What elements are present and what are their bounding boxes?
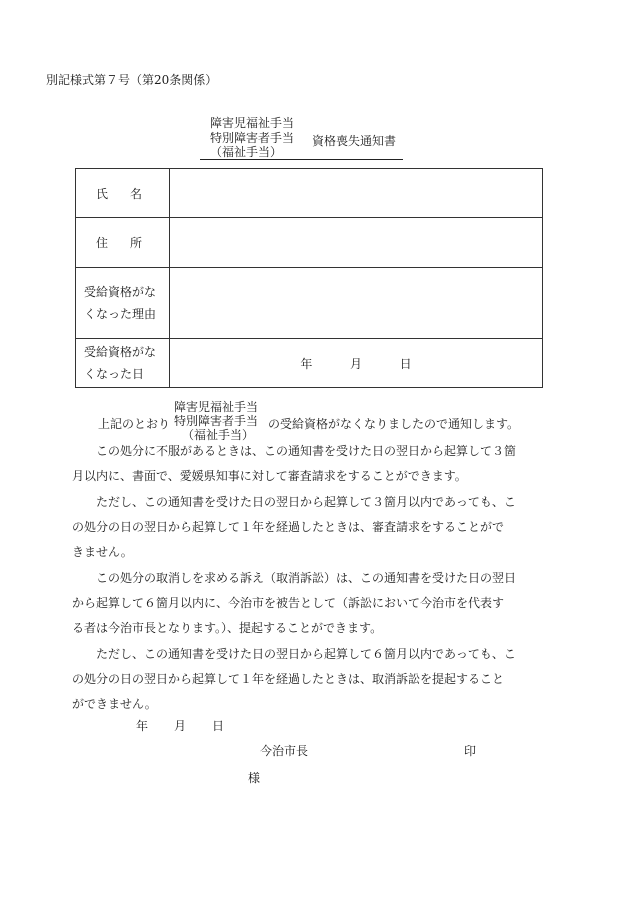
- p4-line-2: の処分の日の翌日から起算して１年を経過したときは、取消訴訟を提起すること: [72, 672, 505, 686]
- p3-line-2: から起算して６箇月以内に、今治市を被告として（訴訟において今治市を代表す: [72, 596, 505, 610]
- notice-allowance-types: [174, 400, 258, 442]
- signature-month-unit: 月: [174, 719, 187, 733]
- p2-line-1: ただし、この通知書を受けた日の翌日から起算して３箇月以内であっても、こ: [96, 495, 516, 509]
- row-address: [76, 218, 543, 268]
- p3-line-1: この処分の取消しを求める訴え（取消訴訟）は、この通知書を受けた日の翌日: [96, 571, 517, 585]
- address-label-1: 住: [96, 236, 109, 250]
- p4-line-1: ただし、この通知書を受けた日の翌日から起算して６箇月以内であっても、こ: [96, 647, 516, 661]
- p2-line-2: の処分の日の翌日から起算して１年を経過したときは、審査請求をすることがで: [72, 520, 505, 534]
- row-name: [76, 169, 543, 218]
- date-value-cell: [170, 339, 543, 388]
- date-month-unit: 月: [349, 356, 362, 371]
- address-value-cell: [170, 218, 543, 268]
- seal-mark: 印: [464, 744, 477, 758]
- reason-label-2: くなった理由: [84, 307, 157, 321]
- address-label-cell: [76, 218, 170, 268]
- notice-lead: 上記のとおり: [98, 417, 171, 431]
- date-year-unit: 年: [300, 356, 313, 371]
- notice-allowance-2: 特別障害者手当: [174, 414, 259, 428]
- name-label-1: 氏: [96, 186, 109, 201]
- p1-line-2: 月以内に、書面で、愛媛県知事に対して審査請求をすることができます。: [72, 469, 467, 483]
- notice-allowance-1: 障害児福祉手当: [174, 400, 259, 414]
- addressee-suffix: 様: [248, 771, 261, 785]
- signature-day-unit: 日: [212, 719, 225, 733]
- name-label-2: 名: [129, 186, 142, 201]
- p3-line-3: る者は今治市長となります。）、提起することができます。: [72, 621, 383, 635]
- form-reference: 別記様式第７号（第20条関係）: [46, 73, 218, 87]
- title-suffix: 資格喪失通知書: [312, 134, 397, 148]
- date-label-cell: [76, 339, 170, 388]
- p4-line-3: ができません。: [72, 697, 157, 711]
- signature-year-unit: 年: [136, 719, 149, 733]
- p2-line-3: きません。: [72, 545, 133, 559]
- notice-tail: の受給資格がなくなりましたので通知します。: [268, 417, 520, 431]
- row-date: [76, 339, 543, 388]
- title-underline: [200, 159, 403, 160]
- title-allowance-2: 特別障害者手当: [210, 130, 295, 145]
- name-value-cell: [170, 169, 543, 218]
- title-allowance-3: （福祉手当）: [210, 145, 283, 159]
- issuer-name: 今治市長: [260, 744, 309, 758]
- row-reason: [76, 268, 543, 339]
- date-label-2: くなった日: [84, 367, 145, 381]
- reason-label-cell: [76, 268, 170, 339]
- title-allowance-types: [210, 116, 294, 160]
- title-allowance-1: 障害児福祉手当: [210, 116, 295, 130]
- notice-allowance-3: （福祉手当）: [182, 428, 255, 442]
- name-label-cell: [76, 169, 170, 218]
- reason-label-1: 受給資格がな: [84, 285, 157, 299]
- p1-line-1: この処分に不服があるときは、この通知書を受けた日の翌日から起算して３箇: [96, 444, 517, 458]
- date-label-1: 受給資格がな: [84, 345, 157, 359]
- address-label-2: 所: [129, 236, 142, 250]
- info-table: [75, 168, 543, 388]
- reason-value-cell: [170, 268, 543, 339]
- date-day-unit: 日: [399, 356, 412, 371]
